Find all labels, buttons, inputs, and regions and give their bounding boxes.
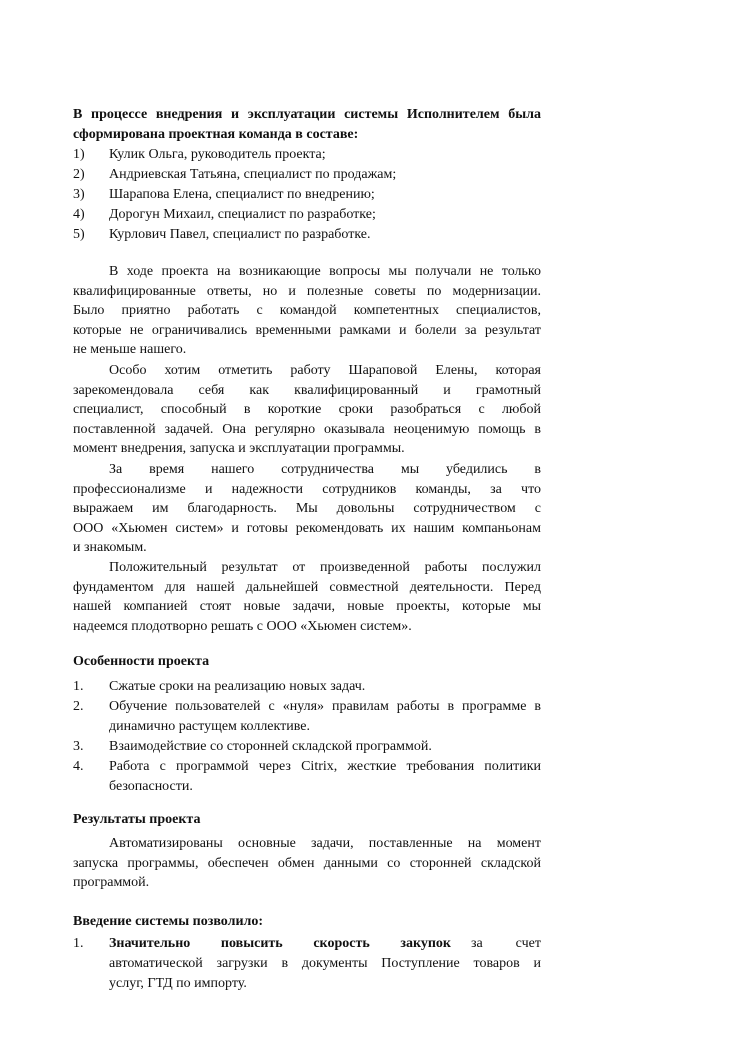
team-item-number: 2) — [73, 167, 85, 182]
paragraph-line: Было приятно работать с командой компетентных специалистов, — [73, 303, 541, 319]
paragraph-line: За время нашего сотрудничества мы убедились в — [109, 462, 541, 477]
paragraph-line: нашей компанией стоят новые задачи, новые проекты, которые мы — [73, 599, 541, 615]
system-heading: Введение системы позволило: — [73, 914, 264, 929]
team-item-number: 1) — [73, 147, 85, 162]
team-item-text: Кулик Ольга, руководитель проекта; — [109, 147, 326, 162]
paragraph-line: зарекомендовала себя как квалифицированный и грамотный — [73, 382, 541, 398]
team-item-number: 3) — [73, 187, 85, 202]
paragraph-line: В ходе проекта на возникающие вопросы мы получали не только — [109, 264, 541, 279]
paragraph-line: Положительный результат от произведенной работы послужил — [109, 560, 541, 575]
paragraph-2 — [73, 361, 541, 459]
results-paragraph — [73, 834, 541, 893]
paragraph-line: Особо хотим отметить работу Шараповой Елены, которая — [109, 363, 541, 378]
paragraph-line: не меньше нашего. — [73, 342, 187, 358]
paragraph-line: момент внедрения, запуска и эксплуатации программы. — [73, 441, 405, 457]
paragraph-line: ООО «Хьюмен систем» и готовы рекомендовать их нашим компаньонам — [73, 520, 541, 536]
system-item-bold-text: Значительно повысить скорость закупок — [109, 936, 451, 951]
system-item-rest-text: за счет — [471, 936, 541, 951]
paragraph-line: профессионализме и надежности сотрудников команды, за что — [73, 481, 541, 497]
features-heading: Особенности проекта — [73, 654, 210, 669]
team-item-number: 4) — [73, 207, 85, 222]
paragraph-line: которые не ограничивались временными рамками и болели за результат — [73, 322, 541, 338]
team-item-text: Курлович Павел, специалист по разработке. — [109, 227, 371, 242]
feature-number: 2. — [73, 699, 84, 714]
paragraph-line: программой. — [73, 875, 150, 891]
team-item-text: Дорогун Михаил, специалист по разработке; — [109, 207, 376, 222]
paragraph-1 — [73, 262, 541, 360]
paragraph-line: и знакомым. — [73, 540, 147, 556]
feature-number: 3. — [73, 739, 84, 754]
paragraph-line: запуска программы, обеспечен обмен данными со сторонней складской — [73, 855, 541, 871]
feature-text: безопасности. — [109, 779, 193, 794]
intro-heading-line-2: сформирована проектная команда в составе: — [73, 127, 359, 142]
feature-number: 1. — [73, 679, 84, 694]
paragraph-line: фундаментом для нашей дальнейшей совместной деятельности. Перед — [73, 579, 541, 595]
paragraph-line: надеемся плодотворно решать с ООО «Хьюмен систем». — [73, 618, 412, 634]
feature-text: Работа с программой через Citrix, жесткие требования политики — [109, 759, 541, 774]
paragraph-line: выражаем им благодарность. Мы довольны сотрудничеством с — [73, 501, 541, 517]
feature-text: динамично растущем коллективе. — [109, 719, 310, 734]
paragraph-line: Автоматизированы основные задачи, поставленные на момент — [109, 836, 541, 851]
team-item-text: Андриевская Татьяна, специалист по продажам; — [109, 167, 397, 182]
team-item-text: Шарапова Елена, специалист по внедрению; — [109, 187, 375, 202]
paragraph-4 — [73, 558, 541, 636]
feature-number: 4. — [73, 759, 84, 774]
paragraph-line: поставленной задачей. Она регулярно оказывала неоценимую помощь в — [73, 421, 541, 437]
system-item-first-line — [109, 934, 541, 954]
paragraph-line: специалист, способный в короткие сроки разобраться с любой — [73, 402, 541, 418]
system-item-bold-wrap — [109, 934, 451, 954]
paragraph-3 — [73, 460, 541, 558]
feature-text: Взаимодействие со сторонней складской программой. — [109, 739, 432, 754]
team-item-number: 5) — [73, 227, 85, 242]
feature-text: Обучение пользователей с «нуля» правилам работы в программе в — [109, 699, 541, 714]
feature-text: Сжатые сроки на реализацию новых задач. — [109, 679, 366, 694]
system-item-number: 1. — [73, 936, 84, 951]
system-item-text: автоматической загрузки в документы Поступление товаров и — [109, 956, 541, 971]
paragraph-line: квалифицированные ответы, но и полезные советы по модернизации. — [73, 283, 541, 299]
intro-heading-line-1: В процессе внедрения и эксплуатации системы Исполнителем была — [73, 107, 541, 122]
system-item-text: услуг, ГТД по импорту. — [109, 976, 247, 991]
results-heading: Результаты проекта — [73, 812, 201, 827]
